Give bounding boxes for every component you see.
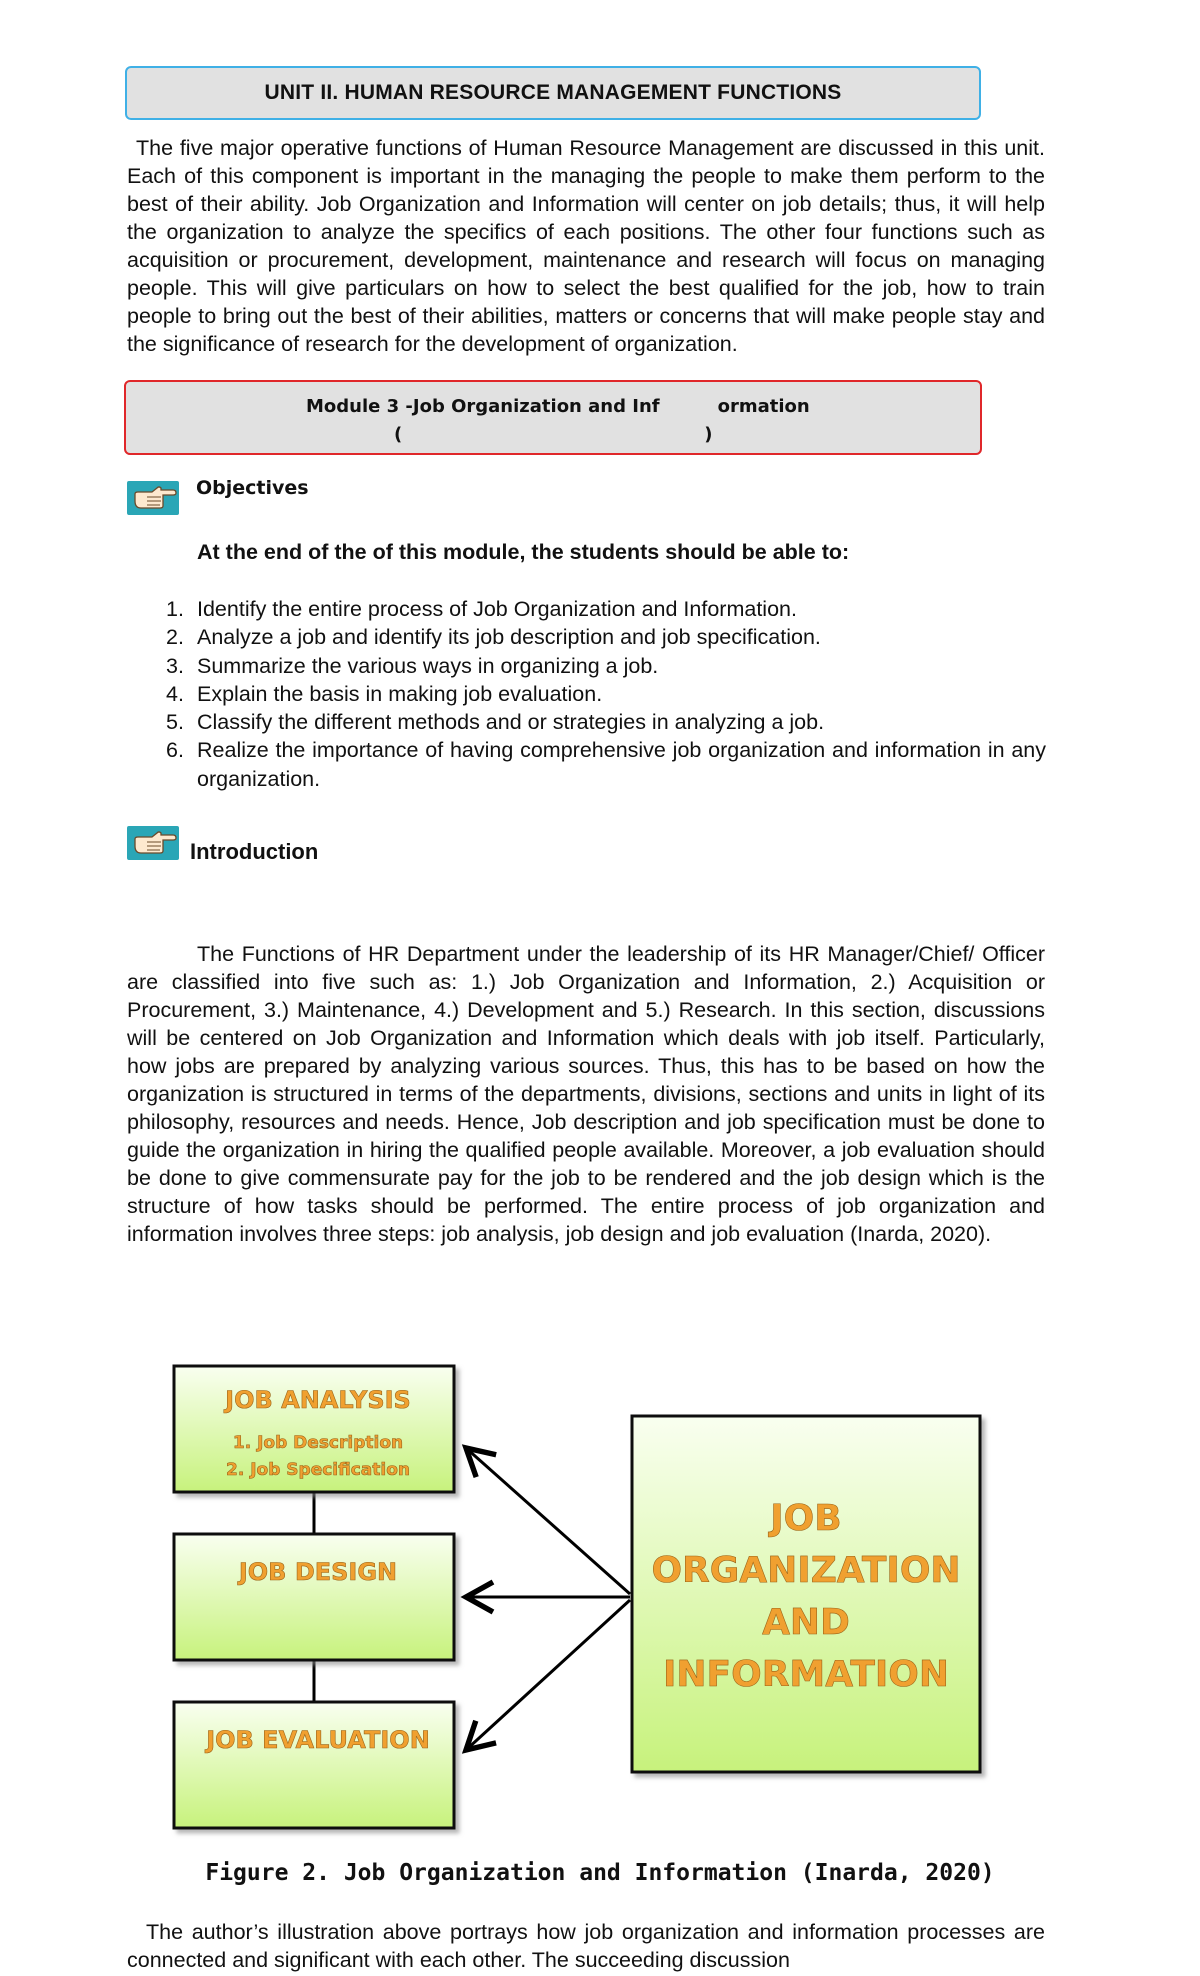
list-item: 3. Summarize the various ways in organizing a job.: [166, 653, 659, 678]
list-item: 5. Classify the different methods and or strategies in analyzing a job.: [166, 710, 825, 735]
job-evaluation-box: [174, 1702, 454, 1828]
arrow-to-job-evaluation: [466, 1600, 630, 1750]
job-analysis-title: JOB ANALYSIS: [225, 1386, 411, 1414]
job-description-item: 1. Job Description: [232, 1433, 404, 1453]
main-title-line4: INFORMATION: [662, 1654, 950, 1695]
list-item: 4. Explain the basis in making job evaluation.: [166, 681, 603, 706]
introduction-heading: Introduction: [190, 839, 319, 864]
main-title-line3: AND: [762, 1602, 850, 1643]
unit-title: UNIT II. HUMAN RESOURCE MANAGEMENT FUNCTIONS: [264, 81, 842, 104]
list-item: 2. Analyze a job and identify its job description and job specification.: [166, 625, 821, 650]
module-paren-open: (: [394, 424, 403, 445]
unit-intro-paragraph: The five major operative functions of Human Resource Management are discussed in this unit. Each of this component is important in the managing the people to make them perform to the best of their ability. Job Organization and Information will center on job details; thus, it will help the organization to analyze the specifics of each positions. The other four functions such as acquisition or procurement, development, maintenance and research will focus on managing people. This will give particulars on how to select the best qualified for the job, how to train people to bring out the best of their abilities, matters or concerns that will make people stay and the significance of research for the development of organization.: [127, 136, 1045, 356]
closing-paragraph: The author’s illustration above portrays how job organization and information processes are connected and significant with each other. The succeeding discussion: [127, 1920, 1045, 1972]
job-evaluation-title: JOB EVALUATION: [206, 1726, 430, 1754]
module-title-line1: [306, 396, 810, 417]
job-organization-diagram: [160, 1360, 1010, 1840]
job-organization-box: [632, 1416, 980, 1772]
arrow-to-job-analysis: [466, 1448, 630, 1594]
module-title-line2: [394, 424, 712, 445]
main-title-line2: ORGANIZATION: [651, 1550, 961, 1591]
introduction-paragraph: The Functions of HR Department under the leadership of its HR Manager/Chief/ Officer are classified into five such as: 1.) Job Organization and Information, 2.) Acquisition or Procurement, 3.) Maintenance, 4.) Development and 5.) Research. In this section, discussions will be centered on Job Organization and Information which deals with job itself. Particularly, how jobs are prepared by analyzing various sources. Thus, this has to be based on how the organization is structured in terms of the departments, divisions, sections and units in light of its philosophy, resources and needs. Hence, Job description and job specification must be done to guide the organization in hiring the qualified people available. Moreover, a job evaluation should be done to give commensurate pay for the job to be rendered and the job design which is the structure of how tasks should be performed. The entire process of job organization and information involves three steps: job analysis, job design and job evaluation (Inarda, 2020).: [127, 942, 1045, 1246]
module-title-right: ormation: [717, 396, 810, 417]
objectives-list: [166, 595, 1046, 793]
objectives-lead: At the end of the of this module, the students should be able to:: [197, 540, 850, 564]
job-specification-item: 2. Job Specification: [225, 1460, 411, 1480]
figure-caption: Figure 2. Job Organization and Information (Inarda, 2020): [205, 1860, 995, 1886]
module-title-left: Module 3 -Job Organization and Inf: [306, 396, 660, 417]
job-design-box: [174, 1534, 454, 1660]
module-title-box: [124, 380, 982, 455]
main-title-line1: JOB: [770, 1498, 842, 1539]
pointing-hand-icon: [127, 481, 179, 515]
pointing-hand-icon: [127, 826, 179, 860]
unit-title-box: [125, 66, 981, 120]
list-item: 1. Identify the entire process of Job Organization and Information.: [166, 597, 797, 621]
objectives-heading: Objectives: [196, 477, 309, 499]
module-paren-close: ): [704, 424, 713, 445]
list-item: 6. Realize the importance of having comprehensive job organization and information in any organization.: [166, 738, 1046, 791]
job-design-title: JOB DESIGN: [238, 1558, 398, 1586]
